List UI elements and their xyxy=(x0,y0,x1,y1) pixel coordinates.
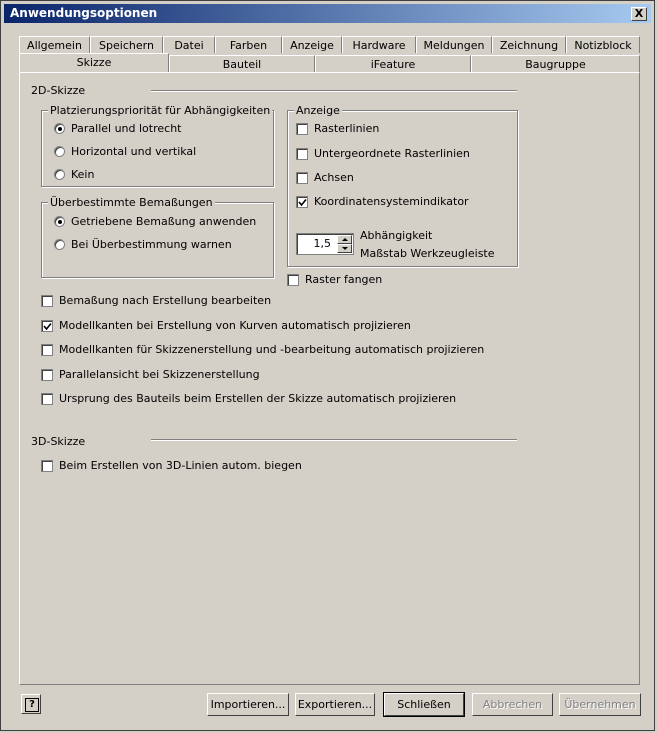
spinner-value: 1,5 xyxy=(313,237,331,250)
tab-label: Hardware xyxy=(352,39,406,52)
spinner-label-2: Maßstab Werkzeugleiste xyxy=(360,247,495,260)
tab-bauteil[interactable] xyxy=(169,55,315,72)
tab-label: Meldungen xyxy=(423,39,485,52)
spin-down-button[interactable] xyxy=(337,244,352,253)
tab-allgemein[interactable] xyxy=(19,36,90,53)
radio-button[interactable] xyxy=(54,216,65,227)
checkbox[interactable] xyxy=(41,460,53,472)
check-ursprung-projizieren[interactable] xyxy=(41,392,456,405)
checkmark-icon xyxy=(298,198,307,207)
tab-anzeige[interactable] xyxy=(282,36,342,53)
divider xyxy=(151,439,517,441)
apply-button[interactable]: Übernehmen xyxy=(559,693,641,716)
spin-up-button[interactable] xyxy=(337,235,352,244)
check-koordinatensystemindikator[interactable] xyxy=(296,195,469,208)
tab-skizze[interactable] xyxy=(19,53,169,72)
checkbox-label: Raster fangen xyxy=(305,273,383,286)
radio-parallel-lotrecht[interactable] xyxy=(54,122,181,135)
checkbox-label: Ursprung des Bauteils beim Erstellen der Skizze automatisch projizieren xyxy=(59,392,457,405)
checkbox[interactable] xyxy=(296,148,308,160)
close-window-button[interactable] xyxy=(631,7,647,21)
checkbox-label: Achsen xyxy=(314,171,354,184)
tab-meldungen[interactable] xyxy=(416,36,492,53)
checkbox[interactable] xyxy=(41,369,53,381)
checkbox-label: Modellkanten für Skizzenerstellung und -bearbeitung automatisch projizieren xyxy=(59,343,485,356)
checkbox[interactable] xyxy=(287,274,299,286)
scale-spinner[interactable] xyxy=(296,233,354,255)
tab-notizblock[interactable] xyxy=(566,36,640,53)
import-button[interactable]: Importieren... xyxy=(207,693,289,716)
check-3d-linien-biegen[interactable] xyxy=(41,459,302,472)
check-untergeordnete-rasterlinien[interactable] xyxy=(296,147,470,160)
tab-label: iFeature xyxy=(370,58,416,71)
radio-getriebene-bemassung[interactable] xyxy=(54,215,256,228)
checkbox[interactable] xyxy=(296,123,308,135)
radio-ueberbestimmung-warnen[interactable] xyxy=(54,238,232,251)
group-legend: Platzierungspriorität für Abhängigkeiten xyxy=(50,104,271,117)
close-button[interactable]: Schließen xyxy=(384,693,464,716)
tab-label: Baugruppe xyxy=(525,58,586,71)
check-bemassung-bearbeiten[interactable] xyxy=(41,294,271,307)
tab-speichern[interactable] xyxy=(90,36,163,53)
check-modellkanten-kurven[interactable] xyxy=(41,319,411,332)
check-parallelansicht[interactable] xyxy=(41,368,260,381)
radio-button[interactable] xyxy=(54,239,65,250)
tab-hardware[interactable] xyxy=(342,36,416,53)
group-legend: Anzeige xyxy=(296,104,340,117)
checkbox-label: Rasterlinien xyxy=(314,122,380,135)
tab-label: Notizblock xyxy=(574,39,632,52)
radio-button[interactable] xyxy=(54,123,65,134)
tab-zeichnung[interactable] xyxy=(492,36,566,53)
tab-label: Speichern xyxy=(99,39,154,52)
title-bar[interactable] xyxy=(4,4,651,23)
checkbox[interactable] xyxy=(41,344,53,356)
checkbox[interactable] xyxy=(296,196,308,208)
section-title-3d: 3D-Skizze xyxy=(31,435,86,448)
radio-horizontal-vertikal[interactable] xyxy=(54,145,196,158)
radio-kein[interactable] xyxy=(54,168,94,181)
radio-label: Getriebene Bemaßung anwenden xyxy=(71,215,257,228)
tab-label: Farben xyxy=(229,39,268,52)
tab-label: Datei xyxy=(174,39,204,52)
tab-ifeature[interactable] xyxy=(315,55,471,72)
help-icon: ? xyxy=(25,698,39,712)
check-modellkanten-skizze[interactable] xyxy=(41,343,484,356)
tab-label: Allgemein xyxy=(27,39,82,52)
section-title-2d: 2D-Skizze xyxy=(31,84,86,97)
radio-label: Horizontal und vertikal xyxy=(71,145,197,158)
checkmark-icon xyxy=(43,322,52,331)
group-legend: Überbestimmte Bemaßungen xyxy=(50,196,213,209)
checkbox[interactable] xyxy=(296,172,308,184)
checkbox[interactable] xyxy=(41,393,53,405)
tab-baugruppe[interactable] xyxy=(471,55,640,72)
spinner-label-1: Abhängigkeit xyxy=(360,229,433,242)
checkbox[interactable] xyxy=(41,295,53,307)
tab-label: Zeichnung xyxy=(499,39,559,52)
radio-label: Parallel und lotrecht xyxy=(71,122,182,135)
checkbox-label: Parallelansicht bei Skizzenerstellung xyxy=(59,368,260,381)
check-rasterlinien[interactable] xyxy=(296,122,379,135)
radio-label: Kein xyxy=(71,168,95,181)
tab-label: Anzeige xyxy=(290,39,334,52)
check-raster-fangen[interactable] xyxy=(287,273,382,286)
close-icon: X xyxy=(634,7,644,20)
radio-button[interactable] xyxy=(54,146,65,157)
checkbox-label: Koordinatensystemindikator xyxy=(314,195,469,208)
export-button[interactable]: Exportieren... xyxy=(295,693,375,716)
divider xyxy=(151,90,517,92)
checkbox-label: Beim Erstellen von 3D-Linien autom. biegen xyxy=(59,459,302,472)
tab-label: Bauteil xyxy=(222,58,262,71)
radio-button[interactable] xyxy=(54,169,65,180)
check-achsen[interactable] xyxy=(296,171,354,184)
tab-datei[interactable] xyxy=(163,36,215,53)
checkbox-label: Untergeordnete Rasterlinien xyxy=(314,147,470,160)
window-title: Anwendungsoptionen xyxy=(10,6,158,20)
tab-label: Skizze xyxy=(76,56,112,69)
radio-label: Bei Überbestimmung warnen xyxy=(71,238,232,251)
checkbox[interactable] xyxy=(41,320,53,332)
checkbox-label: Modellkanten bei Erstellung von Kurven automatisch projizieren xyxy=(59,319,411,332)
help-button[interactable] xyxy=(21,694,41,714)
checkbox-label: Bemaßung nach Erstellung bearbeiten xyxy=(59,294,272,307)
cancel-button[interactable]: Abbrechen xyxy=(472,693,553,716)
tab-farben[interactable] xyxy=(215,36,282,53)
